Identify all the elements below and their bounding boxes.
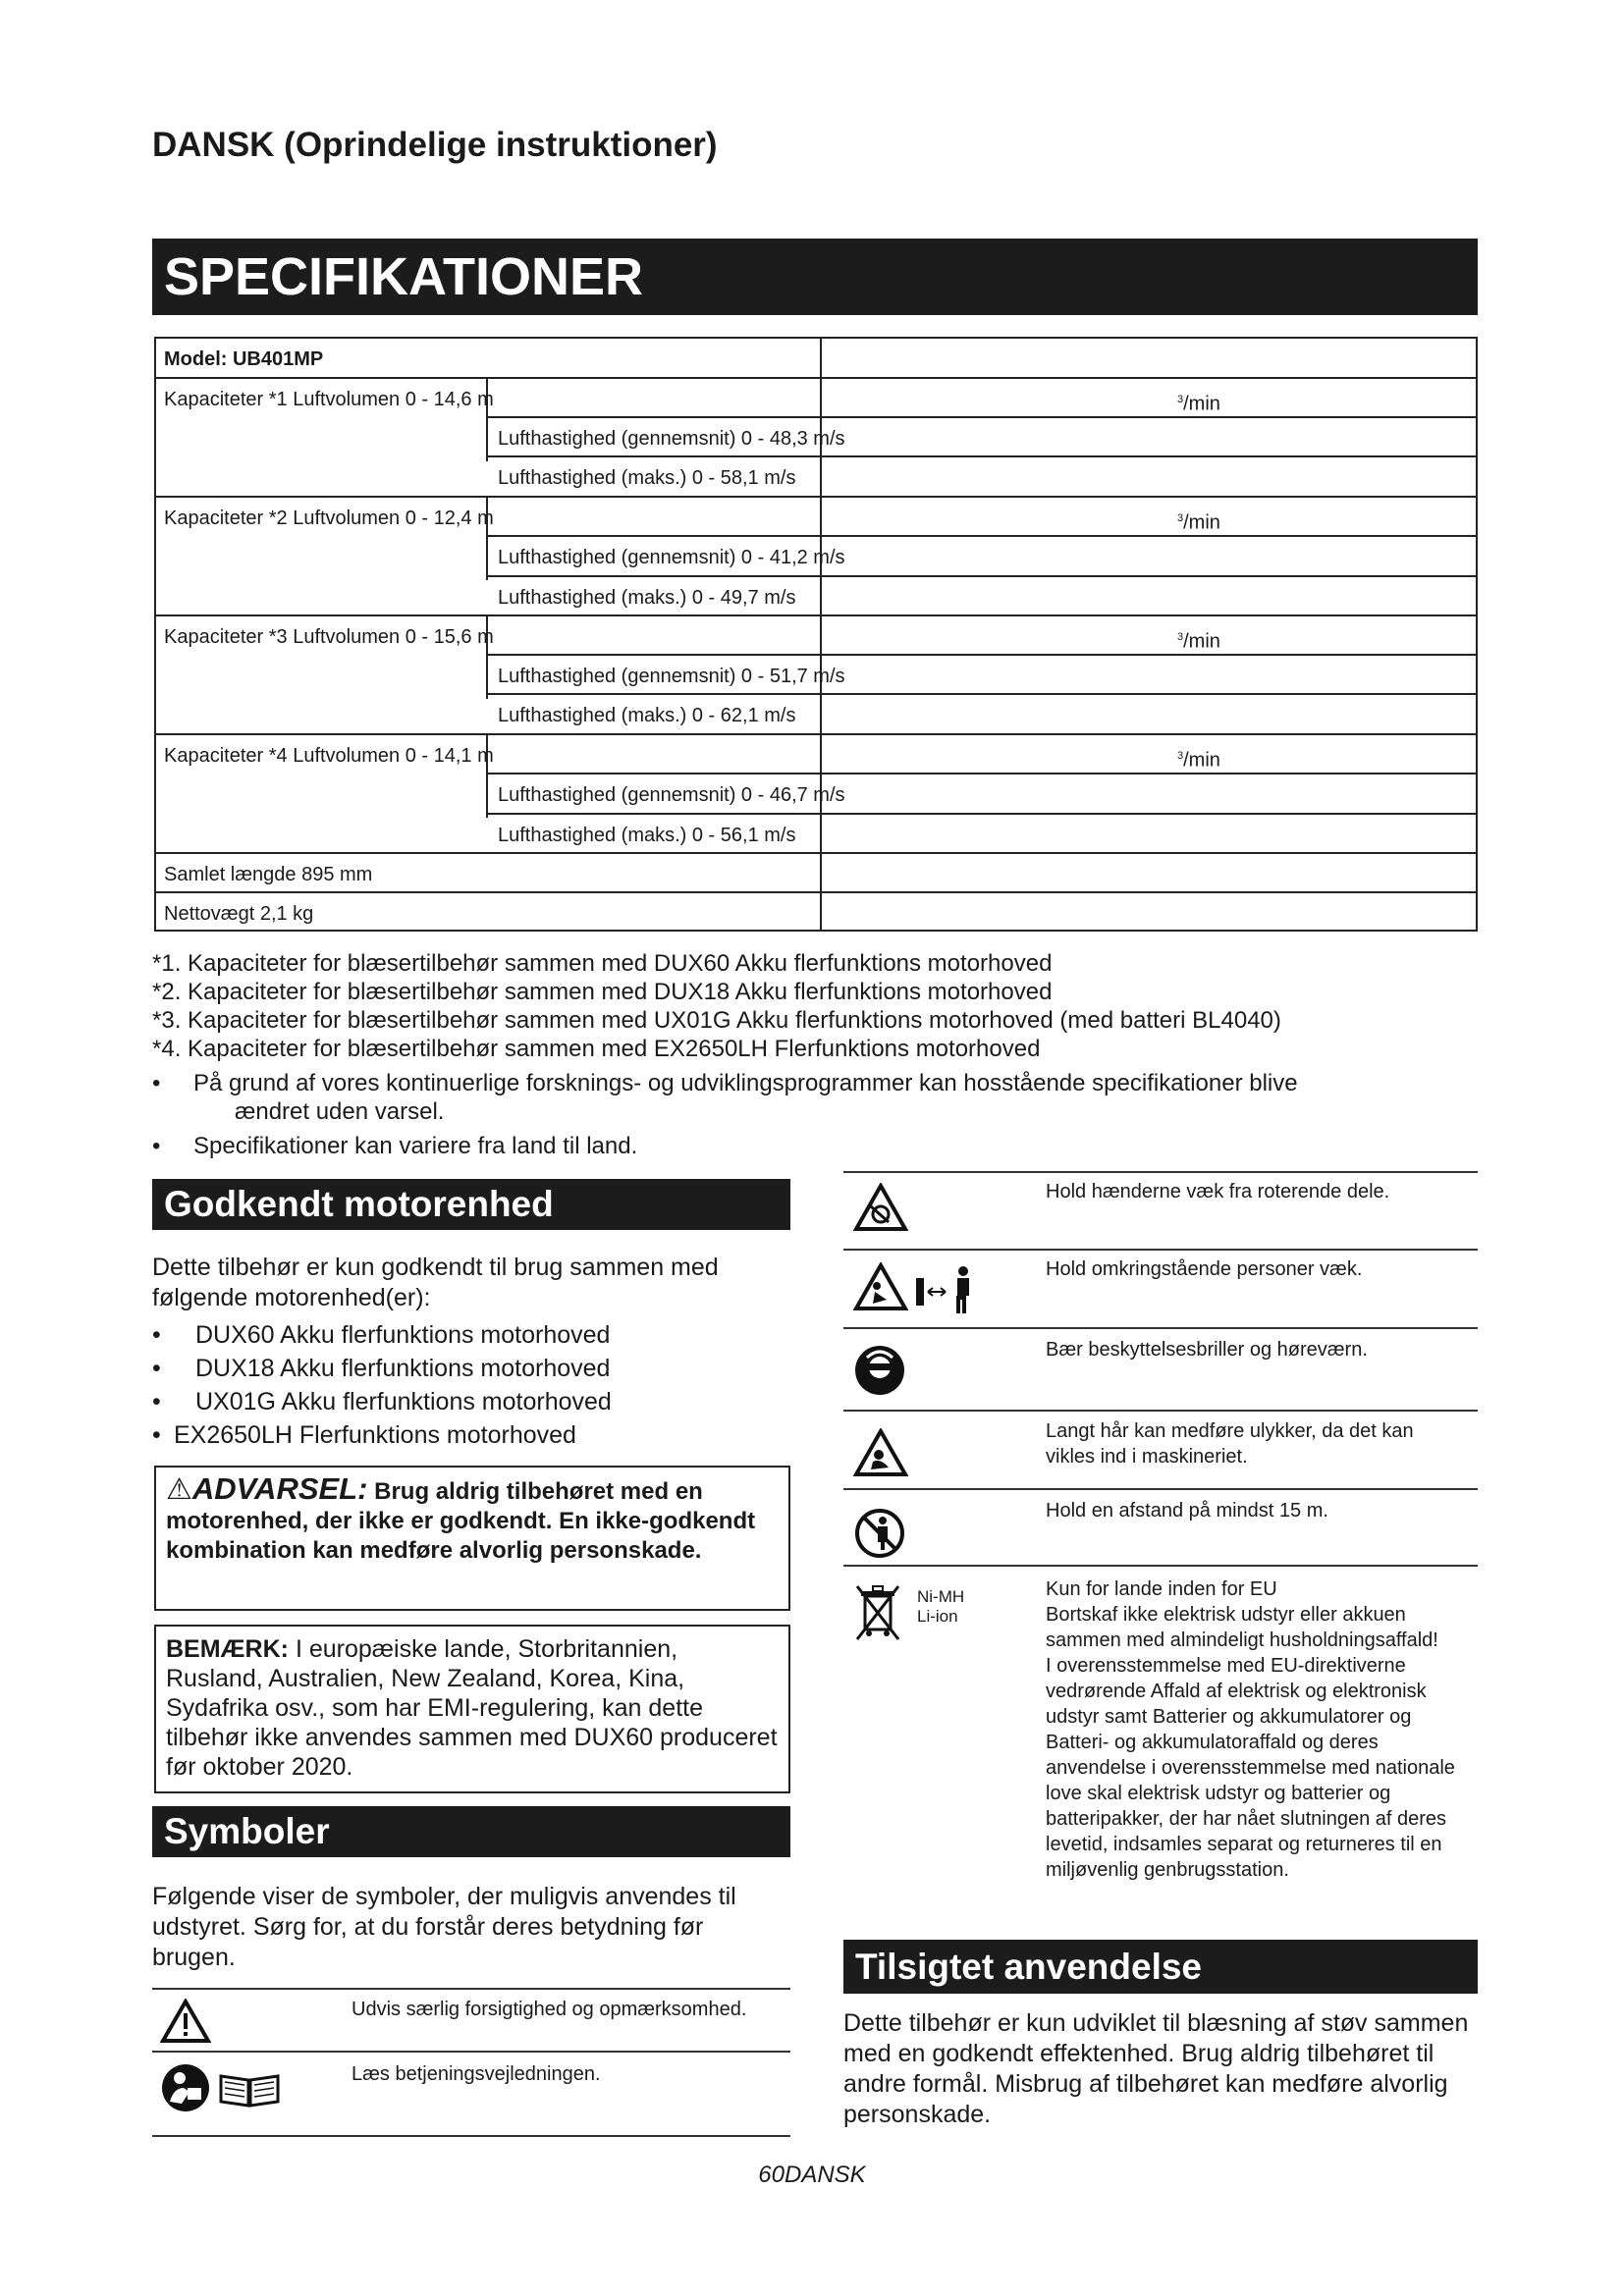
spec-row: Kapaciteter *4 Luftvolumen 0 - 14,1 m bbox=[164, 745, 494, 767]
battery-label: Ni-MH bbox=[917, 1587, 965, 1606]
list-item: • DUX60 Akku flerfunktions motorhoved bbox=[152, 1318, 790, 1352]
spec-row: Lufthastighed (maks.) 0 - 62,1 m/s bbox=[498, 705, 796, 726]
book-icon bbox=[217, 2070, 282, 2109]
spec-row: Lufthastighed (gennemsnit) 0 - 51,7 m/s bbox=[498, 666, 845, 687]
symbols-heading: Symboler bbox=[152, 1806, 790, 1857]
spec-note bbox=[152, 1069, 1488, 1126]
spec-note: • Specifikationer kan variere fra land til land. bbox=[152, 1132, 1488, 1160]
note-label: BEMÆRK: bbox=[166, 1635, 289, 1663]
spec-row: Lufthastighed (gennemsnit) 0 - 46,7 m/s bbox=[498, 784, 845, 806]
spec-row: Lufthastighed (gennemsnit) 0 - 41,2 m/s bbox=[498, 547, 845, 568]
symbol-caption: Langt hår kan medføre ulykker, da det kan vikles ind i maskineriet. bbox=[1046, 1420, 1414, 1468]
spec-unit: $^3$/min bbox=[1177, 749, 1220, 772]
spec-note-line: På grund af vores kontinuerlige forsknings- og udviklingsprogrammer kan hosstående specifikationer blive bbox=[193, 1070, 1298, 1096]
spec-row: Lufthastighed (maks.) 0 - 56,1 m/s bbox=[498, 825, 796, 846]
eye-ear-protection-icon bbox=[853, 1344, 906, 1397]
footnote: *4. Kapaciteter for blæsertilbehør sammen med EX2650LH Flerfunktions motorhoved bbox=[152, 1036, 1041, 1062]
spec-model: Model: UB401MP bbox=[164, 348, 324, 370]
spec-unit: $^3$/min bbox=[1177, 393, 1220, 415]
approved-intro: Dette tilbehør er kun godkendt til brug sammen med følgende motorenhed(er): bbox=[152, 1254, 719, 1311]
footnote: *1. Kapaciteter for blæsertilbehør sammen med DUX60 Akku flerfunktions motorhoved bbox=[152, 950, 1053, 977]
list-item: • DUX18 Akku flerfunktions motorhoved bbox=[152, 1352, 790, 1385]
warning-box bbox=[154, 1466, 790, 1611]
spec-row: Lufthastighed (gennemsnit) 0 - 48,3 m/s bbox=[498, 428, 845, 450]
page-number: 60DANSK bbox=[758, 2162, 866, 2188]
list-item: • EX2650LH Flerfunktions motorhoved bbox=[152, 1418, 790, 1452]
spec-notes bbox=[152, 949, 1488, 1160]
no-bystanders-15m-icon bbox=[853, 1507, 906, 1560]
approved-heading: Godkendt motorenhed bbox=[152, 1179, 790, 1230]
spec-row: Kapaciteter *3 Luftvolumen 0 - 15,6 m bbox=[164, 626, 494, 648]
note-box bbox=[154, 1625, 790, 1793]
symbol-caption: Hold hænderne væk fra roterende dele. bbox=[1046, 1181, 1390, 1202]
intended-use-heading: Tilsigtet anvendelse bbox=[843, 1940, 1478, 1994]
keep-distance-person-icon bbox=[914, 1264, 983, 1315]
symbol-caption: Læs betjeningsvejledningen. bbox=[352, 2063, 601, 2085]
note-text: I europæiske lande, Storbritannien, Rusland, Australien, New Zealand, Korea, Kina, Sydafrika osv., som har EMI-regulering, kan dette tilbehør ikke anvendes sammen med DUX60 produceret før oktober 2020. bbox=[166, 1635, 778, 1781]
rotating-parts-warning-icon bbox=[853, 1183, 908, 1232]
spec-note-line: ændret uden varsel. bbox=[235, 1098, 445, 1125]
caution-triangle-icon bbox=[160, 1999, 211, 2044]
symbol-caption: Hold en afstand på mindst 15 m. bbox=[1046, 1500, 1328, 1522]
weee-crossed-bin-icon bbox=[853, 1582, 902, 1641]
spec-row: Nettovægt 2,1 kg bbox=[164, 903, 314, 925]
warning-icon: ⚠ bbox=[166, 1473, 192, 1506]
spec-row: Lufthastighed (maks.) 0 - 58,1 m/s bbox=[498, 467, 796, 489]
bystander-warning-icon bbox=[853, 1262, 908, 1311]
symbol-caption: Bær beskyttelsesbriller og høreværn. bbox=[1046, 1339, 1368, 1361]
main-title: SPECIFIKATIONER bbox=[152, 239, 1478, 315]
spec-row: Kapaciteter *2 Luftvolumen 0 - 12,4 m bbox=[164, 507, 494, 529]
symbol-caption: Udvis særlig forsigtighed og opmærksomhed. bbox=[352, 1999, 747, 2020]
spec-unit: $^3$/min bbox=[1177, 630, 1220, 653]
footnote: *2. Kapaciteter for blæsertilbehør sammen med DUX18 Akku flerfunktions motorhoved bbox=[152, 979, 1053, 1005]
battery-type-labels bbox=[917, 1587, 964, 1627]
symbols-intro: Følgende viser de symboler, der muligvis anvendes til udstyret. Sørg for, at du forstår deres betydning før brugen. bbox=[152, 1883, 736, 1971]
list-item: • UX01G Akku flerfunktions motorhoved bbox=[152, 1385, 790, 1418]
spec-row: Samlet længde 895 mm bbox=[164, 864, 373, 885]
warning-text: Brug aldrig tilbehøret med en motorenhed, der ikke er godkendt. En ikke-godkendt kombination kan medføre alvorlig personskade. bbox=[166, 1478, 756, 1564]
long-hair-warning-icon bbox=[853, 1428, 908, 1477]
approved-list bbox=[152, 1318, 790, 1452]
footnote: *3. Kapaciteter for blæsertilbehør sammen med UX01G Akku flerfunktions motorhoved (med batteri BL4040) bbox=[152, 1007, 1281, 1034]
symbol-caption-weee: Kun for lande inden for EU Bortskaf ikke elektrisk udstyr eller akkuen sammen med almindeligt husholdningsaffald! I overensstemmelse med EU-direktiverne vedrørende Affald af elektrisk og elektronisk udstyr samt Batterier og akkumulatorer og Batteri- og akkumulatoraffald og deres anvendelse i overensstemmelse med nationale love skal elektrisk udstyr og batterier og batteripakker, der har nået slutningen af deres levetid, indsamles separat og returneres til en miljøvenlig genbrugsstation. bbox=[1046, 1578, 1455, 1881]
symbol-caption: Hold omkringstående personer væk. bbox=[1046, 1258, 1363, 1280]
spec-row: Lufthastighed (maks.) 0 - 49,7 m/s bbox=[498, 587, 796, 609]
intended-use-text: Dette tilbehør er kun udviklet til blæsning af støv sammen med en godkendt effektenhed. Brug aldrig tilbehøret til andre formål. Misbrug af tilbehøret kan medføre alvorlig personskade. bbox=[843, 2009, 1469, 2128]
spec-row: Kapaciteter *1 Luftvolumen 0 - 14,6 m bbox=[164, 389, 494, 410]
spec-unit: $^3$/min bbox=[1177, 511, 1220, 534]
language-title: DANSK (Oprindelige instruktioner) bbox=[152, 126, 718, 164]
spec-table bbox=[154, 337, 1478, 932]
warning-title: ADVARSEL: bbox=[191, 1471, 368, 1506]
read-manual-person-icon bbox=[160, 2062, 211, 2113]
battery-label: Li-ion bbox=[917, 1607, 958, 1626]
